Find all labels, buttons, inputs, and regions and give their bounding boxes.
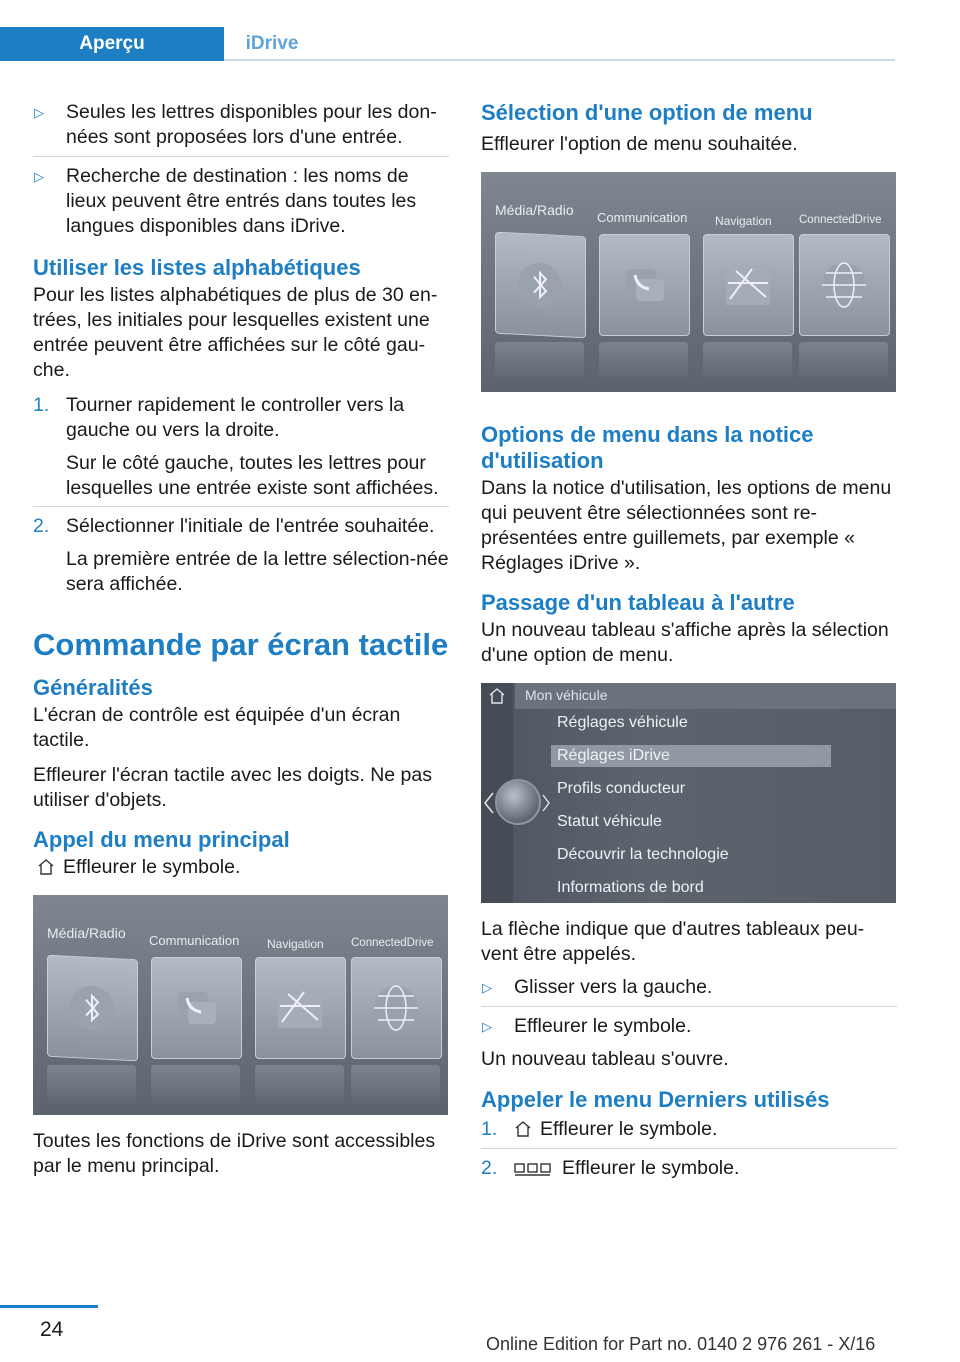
bullet-text: Seules les lettres disponibles pour les don‐nées sont proposées lors d'une entrée. <box>66 101 437 148</box>
tab-apercu[interactable]: Aperçu <box>0 27 224 61</box>
paragraph-new-table: Un nouveau tableau s'ouvre. <box>481 1048 729 1070</box>
map-icon <box>274 982 326 1034</box>
list-item <box>481 1014 897 1039</box>
tile-label: Navigation <box>267 937 324 951</box>
paragraph-main-menu-after: Toutes les fonctions de iDrive sont accessibles par le menu principal. <box>33 1130 436 1177</box>
section-title-select: Sélection d'une option de menu <box>481 100 813 125</box>
list-item <box>33 164 449 239</box>
step-1 <box>481 1117 897 1142</box>
paragraph-select: Effleurer l'option de menu souhaitée. <box>481 133 798 155</box>
tile-media <box>495 232 586 339</box>
step-divider <box>33 506 449 507</box>
footer-divider <box>0 1305 98 1308</box>
menu-item: Réglages véhicule <box>557 714 688 731</box>
step-text: Tourner rapidement le controller vers la gauche ou vers la droite. <box>66 394 405 441</box>
tile-media <box>47 955 138 1062</box>
home-icon <box>514 1120 532 1138</box>
tile-navigation <box>255 957 346 1059</box>
menu-item: Statut véhicule <box>557 813 662 830</box>
tile-connecteddrive <box>351 957 442 1059</box>
step-2 <box>481 1156 897 1181</box>
tile-reflection <box>799 342 888 382</box>
tile-reflection <box>351 1065 440 1105</box>
menu-header-title: Mon véhicule <box>525 687 608 703</box>
menu-item: Découvrir la technologie <box>557 846 729 863</box>
home-icon <box>488 687 506 705</box>
step-text: Sélectionner l'initiale de l'entrée souhaitée. <box>66 515 435 537</box>
main-menu-screenshot-2 <box>481 172 896 392</box>
menu-item: Informations de bord <box>557 879 704 896</box>
tile-connecteddrive <box>799 234 890 336</box>
phone-icon <box>170 982 222 1034</box>
tile-communication <box>599 234 690 336</box>
recent-items-icon <box>514 1161 552 1177</box>
step-text: Effleurer le symbole. <box>540 1118 718 1140</box>
bullet-text: Effleurer le symbole. <box>514 1015 692 1037</box>
paragraph-general-1: L'écran de contrôle est équipée d'un écran tactile. <box>33 704 401 751</box>
list-item <box>481 975 897 1000</box>
bullet-divider <box>33 156 449 157</box>
header-divider <box>224 59 895 61</box>
page-header <box>0 0 895 62</box>
step-2 <box>33 514 449 539</box>
main-menu-text: Effleurer le symbole. <box>63 856 241 878</box>
section-title-alpha: Utiliser les listes alphabétiques <box>33 255 361 280</box>
step-subtext: La première entrée de la lettre sélection‐née sera affichée. <box>66 548 449 595</box>
main-menu-screenshot <box>33 895 448 1115</box>
tile-label: Communication <box>149 933 240 948</box>
tile-label: Communication <box>597 210 688 225</box>
tile-reflection <box>255 1065 344 1105</box>
tile-label: Média/Radio <box>495 202 574 218</box>
step-number: 1. <box>33 394 50 416</box>
paragraph-main-menu <box>33 855 449 880</box>
step-1 <box>33 393 449 443</box>
section-title-switch: Passage d'un tableau à l'autre <box>481 590 795 615</box>
chevron-right-icon <box>541 793 551 813</box>
tile-label: ConnectedDrive <box>351 937 434 949</box>
bullet-text: Glisser vers la gauche. <box>514 976 713 998</box>
globe-icon <box>818 259 870 311</box>
list-item <box>33 100 449 150</box>
edition-note: Online Edition for Part no. 0140 2 976 261 - X/16 <box>486 1334 876 1354</box>
bullet-text: Recherche de destination : les noms de lieux peuvent être entrés dans toutes les langues disponibles dans iDrive. <box>66 165 417 237</box>
page-number: 24 <box>40 1318 64 1341</box>
tile-reflection <box>599 342 688 382</box>
paragraph-switch: Un nouveau tableau s'affiche après la sélection d'une option de menu. <box>481 619 889 666</box>
map-icon <box>722 259 774 311</box>
chevron-left-icon <box>483 791 495 815</box>
tab-idrive[interactable]: iDrive <box>245 33 299 54</box>
chapter-title-touch: Commande par écran tactile <box>33 627 449 662</box>
tile-label: ConnectedDrive <box>799 214 882 226</box>
paragraph-arrow: La flèche indique que d'autres tableaux peu‐vent être appelés. <box>481 918 865 965</box>
triangle-bullet-icon: ▷ <box>482 1019 492 1034</box>
paragraph-alpha: Pour les listes alphabétiques de plus de 30 en‐trées, les initiales pour lesquelles existent une entrée peuvent être affichées sur le côté gau‐che. <box>33 284 438 381</box>
paragraph-general-2: Effleurer l'écran tactile avec les doigts. Ne pas utiliser d'objets. <box>33 764 432 811</box>
tile-reflection <box>151 1065 240 1105</box>
home-icon <box>37 858 55 876</box>
triangle-bullet-icon: ▷ <box>34 105 44 120</box>
section-title-general: Généralités <box>33 675 153 700</box>
menu-item: Réglages iDrive <box>557 747 670 764</box>
tile-communication <box>151 957 242 1059</box>
bullet-divider <box>481 1006 897 1007</box>
bluetooth-icon <box>66 981 118 1036</box>
controller-knob <box>495 779 541 825</box>
paragraph-options: Dans la notice d'utilisation, les options de menu qui peuvent être sélectionnées sont re‐présentées entre guillemets, par exemple « Réglages iDrive ». <box>481 477 892 574</box>
menu-item: Profils conducteur <box>557 780 686 797</box>
step-number: 1. <box>481 1118 498 1140</box>
bluetooth-icon <box>514 258 566 313</box>
section-title-options: Options de menu dans la notice d'utilisation <box>481 422 814 473</box>
section-title-main-menu: Appel du menu principal <box>33 827 290 852</box>
tile-reflection <box>703 342 792 382</box>
step-subtext: Sur le côté gauche, toutes les lettres pour lesquelles une entrée existe sont affichées. <box>66 452 439 499</box>
vehicle-menu-screenshot <box>481 683 896 903</box>
right-column <box>481 100 897 1181</box>
step-divider <box>481 1148 897 1149</box>
section-title-recent: Appeler le menu Derniers utilisés <box>481 1087 830 1112</box>
triangle-bullet-icon: ▷ <box>482 980 492 995</box>
tile-label: Média/Radio <box>47 925 126 941</box>
tile-navigation <box>703 234 794 336</box>
tile-reflection <box>495 342 584 382</box>
step-number: 2. <box>33 515 50 537</box>
tile-label: Navigation <box>715 214 772 228</box>
step-text: Effleurer le symbole. <box>562 1157 740 1179</box>
step-number: 2. <box>481 1157 498 1179</box>
left-column <box>33 100 449 1179</box>
phone-icon <box>618 259 670 311</box>
triangle-bullet-icon: ▷ <box>34 169 44 184</box>
globe-icon <box>370 982 422 1034</box>
tile-reflection <box>47 1065 136 1105</box>
